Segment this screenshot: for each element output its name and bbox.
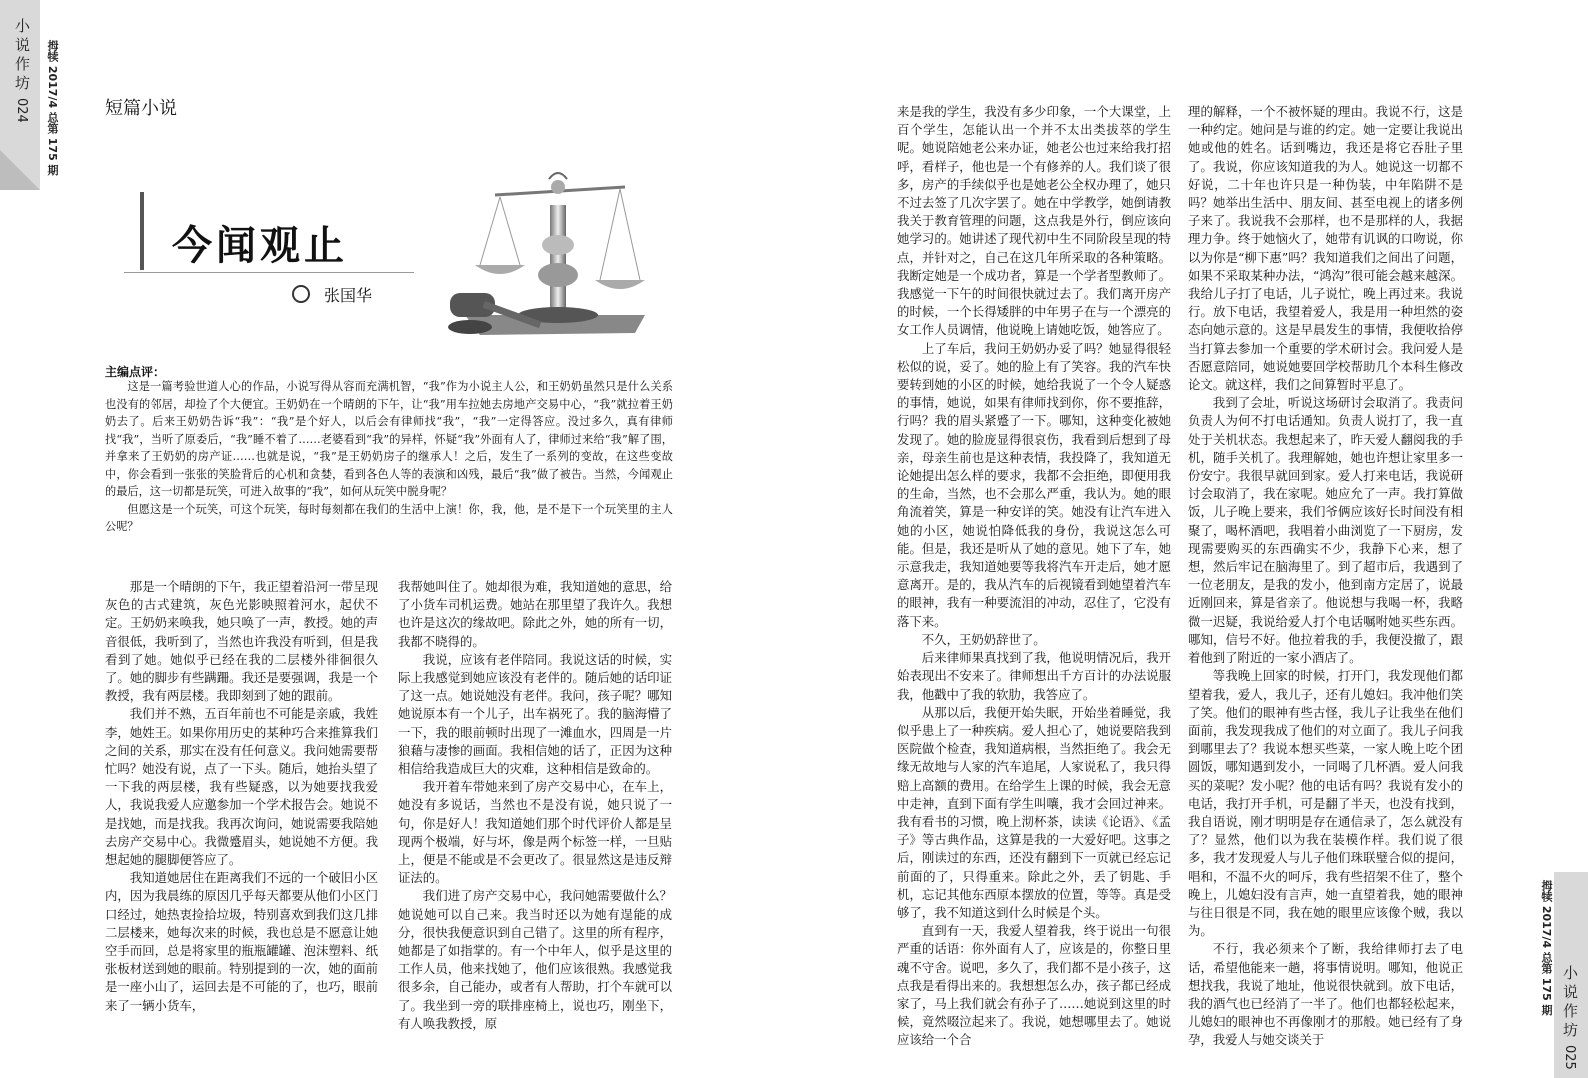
body-paragraph: 来是我的学生，我没有多少印象，一个大课堂，上百个学生，怎能认出一个并不太出类拔萃的学生呢。她说陪她老公来办证，她老公也过来给我打招呼，看样子，他也是一个有修养的人。我们谈了很多，房产的手续似乎也是她老公全权办理了，她只不过去签了几次字罢了。她在中学教学，她倒请教我关于教育管理的问题，这点我是外行，倒应该向她学习的。她讲述了现代初中生不同阶段呈现的特点，并针对之，自己在这几年所采取的各种策略。我断定她是一个成功者，算是一个学者型教师了。我感觉一下午的时间很快就过去了。我们离开房产的时候，一个长得矮胖的中年男子在与一个漂亮的女工作人员调情，他说晚上请她吃饭，她答应了。 <box>897 104 1171 338</box>
title-accent-bar <box>140 192 144 270</box>
justice-scales-illustration <box>445 165 675 345</box>
body-paragraph: 那是一个晴朗的下午，我正望着沿河一带呈现灰色的古式建筑，灰色光影映照着河水，起伏不定。王奶奶来唤我，她只唤了一声，教授。她的声音很低，我听到了，当然也许我没有听到，但是我看到了她。她似乎已经在我的二层楼外徘徊很久了。她的脚步有些蹒跚。我还是要强调，我是一个教授，我有两层楼。我即刻到了她的跟前。 <box>105 579 378 704</box>
right-pan-shape <box>595 280 645 289</box>
right-magazine-info: 拇犊 2017/4 总第 175 期 <box>1540 880 1553 1016</box>
category-label: 短篇小说 <box>105 98 177 119</box>
body-paragraph: 我开着车带她来到了房产交易中心，在车上，她没有多说话，当然也不是没有说，她只说了一句，你是好人！我知道她们那个时代评价人都是呈现两个极端，好与坏，像是两个标签一样，一旦贴上，便是不能或是不会更改了。很显然这是违反辩证法的。 <box>398 779 672 886</box>
title-divider <box>124 272 414 273</box>
body-column-1 <box>105 578 378 1028</box>
author-name: 张国华 <box>324 286 373 305</box>
editorial-comment <box>105 378 673 536</box>
body-paragraph: 我说，应该有老伴陪同。我说这话的时候，实际上我感觉到她应该没有老伴的。随后她的话印证了这一点。她说她没有老伴。我问，孩子呢？哪知她说原本有一个儿子，出车祸死了。我的脑海懵了一下，我的眼前顿时出现了一滩血水，四周是一片狼藉与凄惨的画面。我相信她的话了，正因为这种相信给我造成巨大的灾难，这种相信是致命的。 <box>398 651 672 777</box>
body-paragraph: 我到了会址，听说这场研讨会取消了。我责问负责人为何不打电话通知。负责人说打了，我一直处于关机状态。我想起来了，昨天爱人翻阅我的手机，随手关机了。我理解她，她也许想让家里多一份安宁。我很早就回到家。爱人打来电话，我说研讨会取消了，我在家呢。她应允了一声。我打算做饭，儿子晚上要来，我们爷俩应该好长时间没有相聚了，喝杯酒吧，我唱着小曲浏览了一下厨房，发现需要购买的东西确实不少，我静下心来，想了想，然后牢记在脑海里了。到了超市后，我遇到了一位老朋友，是我的发小，他到南方定居了，说最近刚回来，算是省亲了。他说想与我喝一杯，我略微一迟疑，我说给爱人打个电话嘱咐她买些东西。哪知，信号不好。他拉着我的手，我便没撤了，跟着他到了附近的一家小酒店了。 <box>1188 395 1463 666</box>
article-title: 今闻观止 <box>172 222 348 269</box>
editorial-paragraph: 但愿这是一个玩笑，可这个玩笑，每时每刻都在我们的生活中上演！你，我，他，是不是下一个玩笑里的主人公呢？ <box>105 502 673 533</box>
left-magazine-info: 拇犊 2017/4 总第 175 期 <box>46 40 59 176</box>
right-page-number: 025 <box>1562 1045 1577 1070</box>
editorial-paragraph: 这是一篇考验世道人心的作品，小说写得从容而充满机智，“我”作为小说主人公，和王奶奶虽然只是什么关系也没有的邻居，却捡了个大便宜。王奶奶在一个晴朗的下午，让“我”用车拉她去房地产交易中心，“我”就拉着王奶奶去了。后来王奶奶告诉“我”：“我”是个好人，以后会有律师找“我”，“我”一定得答应。没过多久，真有律师找“我”，当听了原委后，“我”睡不着了……老婆看到“我”的异样，怀疑“我”外面有人了，律师过来给“我”解了围，并拿来了王奶奶的房产证……也就是说，“我”是王奶奶房子的继承人！之后，发生了一系列的变故，在这些变故中，你会看到一张张的笑脸背后的心机和贪婪，看到各色人等的表演和凶残，最后“我”做了被告。当然，今闻观止的最后，这一切都是玩笑，可进入故事的“我”，如何从玩笑中脱身呢？ <box>105 380 673 498</box>
body-paragraph: 后来律师果真找到了我，他说明情况后，我开始表现出不安来了。律师想出千方百计的办法说服我，他戳中了我的软肋，我答应了。 <box>897 650 1171 702</box>
body-column-3 <box>897 103 1171 1048</box>
body-paragraph: 直到有一天，我爱人望着我，终于说出一句很严重的话语：你外面有人了，应该是的，你整日里魂不守舍。说吧，多久了，我们都不是小孩子，这点我是看得出来的。我想想怎么办，孩子都已经成家了，马上我们就会有孙子了……她说到这里的时候，竟然啜泣起来了。我说，她想哪里去了。她说应该给一个合 <box>897 923 1171 1048</box>
left-tab-fold <box>0 150 40 190</box>
author-circle-icon <box>292 285 310 303</box>
body-column-2 <box>398 578 672 1031</box>
left-page-number: 024 <box>14 98 29 123</box>
body-paragraph: 不久，王奶奶辞世了。 <box>921 631 1046 647</box>
body-paragraph: 从那以后，我便开始失眠，开始坐着睡觉，我似乎患上了一种疾病。爱人担心了，她说要陪我到医院做个检查，我知道病根，当然拒绝了。我会无缘无故地与人家的汽车追尾，人家说私了，我只得赔上高额的费用。在给学生上课的时候，我会无意中走神，直到下面有学生叫嚷，我才会回过神来。我有看书的习惯，晚上沏杯茶，读读《论语》、《孟子》等古典作品，这算是我的一大爱好吧。这事之后，刚读过的东西，还没有翻到下一页就已经忘记前面的了，只得重来。除此之外，丢了钥匙、手机，忘记其他东西原本摆放的位置，等等。真是受够了，我不知道这到什么时候是个头。 <box>897 704 1171 920</box>
body-paragraph: 不行，我必须来个了断，我给律师打去了电话，希望他能来一趟，将事情说明。哪知，他说正想找我，我说了地址，他说很快就到。放下电话，我的酒气也已经消了一半了。他们也都轻松起来，儿媳妇的眼神也不再像刚才的那般。她已经有了身孕，我爱人与她交谈关于 <box>1188 941 1463 1048</box>
author-line <box>292 283 372 306</box>
body-paragraph: 我知道她居住在距离我们不远的一个破旧小区内，因为我晨练的原因几乎每天都要从他们小区门口经过，她热衷捡拾垃圾，特别喜欢到我们这几排二层楼来，她每次来的时候，我也总是不愿意让她空手而回，总是将家里的瓶瓶罐罐、泡沫塑料、纸张板材送到她的眼前。特别提到的一次，她的面前是一座小山了，运回去是不可能的了，也巧，眼前来了一辆小货车， <box>105 870 378 1013</box>
body-paragraph: 我们进了房产交易中心，我问她需要做什么？她说她可以自己来。我当时还以为她有逞能的成分，很快我便意识到自己错了。这里的所有程序，她都是了如指掌的。有一个中年人，似乎是这里的工作人员，他来找她了，他们应该很熟。我感觉我很多余，自己能办，或者有人帮助，打个车就可以了。我坐到一旁的联排座椅上，说也巧，刚坐下，有人唤我教授，原 <box>398 888 672 1031</box>
editorial-label: 主编点评： <box>105 365 166 379</box>
left-section-label: 小说作坊 <box>13 18 31 94</box>
right-section-label: 小说作坊 <box>1561 965 1579 1041</box>
body-paragraph: 上了车后，我问王奶奶办妥了吗？她显得很轻松似的说，妥了。她的脸上有了笑容。我的汽车快要转到她的小区的时候，她给我说了一个令人疑惑的事情，她说，如果有律师找到你，你不要推辞，行吗？我的眉头紧蹙了一下。哪知，这种变化被她发现了。她的脸庞显得很哀伤，我看到后想到了母亲，母亲生前也是这种表情，我投降了，我知道无论她提出怎么样的要求，我都不会拒绝，即便用我的生命，当然，也不会那么严重，我认为。她的眼角流着笑，算是一种安详的笑。她没有让汽车进入她的小区，她说怕降低我的身份，我说这怎么可能。但是，我还是听从了她的意见。她下了车，她示意我走，我知道她要等我将汽车开走后，她才愿意离开。是的，我从汽车的后视镜看到她望着汽车的眼神，我有一种要流泪的冲动，忍住了，它没有落下来。 <box>897 340 1171 629</box>
body-paragraph: 理的解释，一个不被怀疑的理由。我说不行，这是一种约定。她问是与谁的约定。她一定要让我说出她或他的姓名。话到嘴边，我还是将它吞肚子里了。我说，你应该知道我的为人。她说这一切都不好说，二十年也许只是一种伪装，中年陷阱不是吗？她举出生活中、朋友间、甚至电视上的诸多例子来了。我说我不会那样，也不是那样的人，我据理力争。终于她恼火了，她带有讥讽的口吻说，你以为你是“柳下惠”吗？我知道我们之间出了问题，如果不采取某种办法，“鸿沟”很可能会越来越深。我给儿子打了电话，儿子说忙，晚上再过来。我说行。放下电话，我望着爱人，我是用一种坦然的姿态向她示意的。这是早晨发生的事情，我便收拾停当打算去参加一个重要的学术研讨会。我问爱人是否愿意陪同，她说她要回学校帮助几个本科生修改论文。就这样，我们之间算暂时平息了。 <box>1188 104 1463 393</box>
body-column-4 <box>1188 103 1463 1048</box>
left-pan-shape <box>475 265 525 274</box>
body-paragraph: 我们并不熟，五百年前也不可能是亲戚，我姓李，她姓王。如果你用历史的某种巧合来推算我们之间的关系，那实在没有任何意义。我问她需要帮忙吗？她没有说，点了一下头。随后，她抬头望了一下我的两层楼，我有些疑惑，以为她要找我爱人，我说我爱人应邀参加一个学术报告会。她说不是找她，而是找我。我再次询问，她说需要我陪她去房产交易中心。我微蹙眉头，她说她不方便。我想起她的腿脚便答应了。 <box>105 706 378 868</box>
body-paragraph: 等我晚上回家的时候，打开门，我发现他们都望着我，爱人，我儿子，还有儿媳妇。我冲他们笑了笑。他们的眼神有些古怪，我儿子让我坐在他们面前，我发现我成了他们的对立面了。我儿子问我到哪里去了？我说本想买些菜，一家人晚上吃个团圆饭，哪知遇到发小，一同喝了几杯酒。爱人问我买的菜呢？发小呢？他的电话有吗？我说有发小的电话，我打开手机，可是翻了半天，也没有找到，我自语说，刚才明明是存在通信录了，怎么就没有了？显然，他们以为我在装模作样。我们说了很多，我才发现爱人与儿子他们珠联璧合似的提问，唱和，不温不火的呵斥，我有些招架不住了，整个晚上，儿媳妇没有言声，她一直望着我，她的眼神与往日很是不同，我在她的眼里应该像个贼，我以为。 <box>1188 668 1463 939</box>
body-paragraph: 我帮她叫住了。她却很为难，我知道她的意思，给了小货车司机运费。她站在那里望了我许久。我想也许是这次的缘故吧。除此之外，她的所有一切，我都不晓得的。 <box>398 579 672 649</box>
scale-pillar-shape <box>550 205 566 315</box>
